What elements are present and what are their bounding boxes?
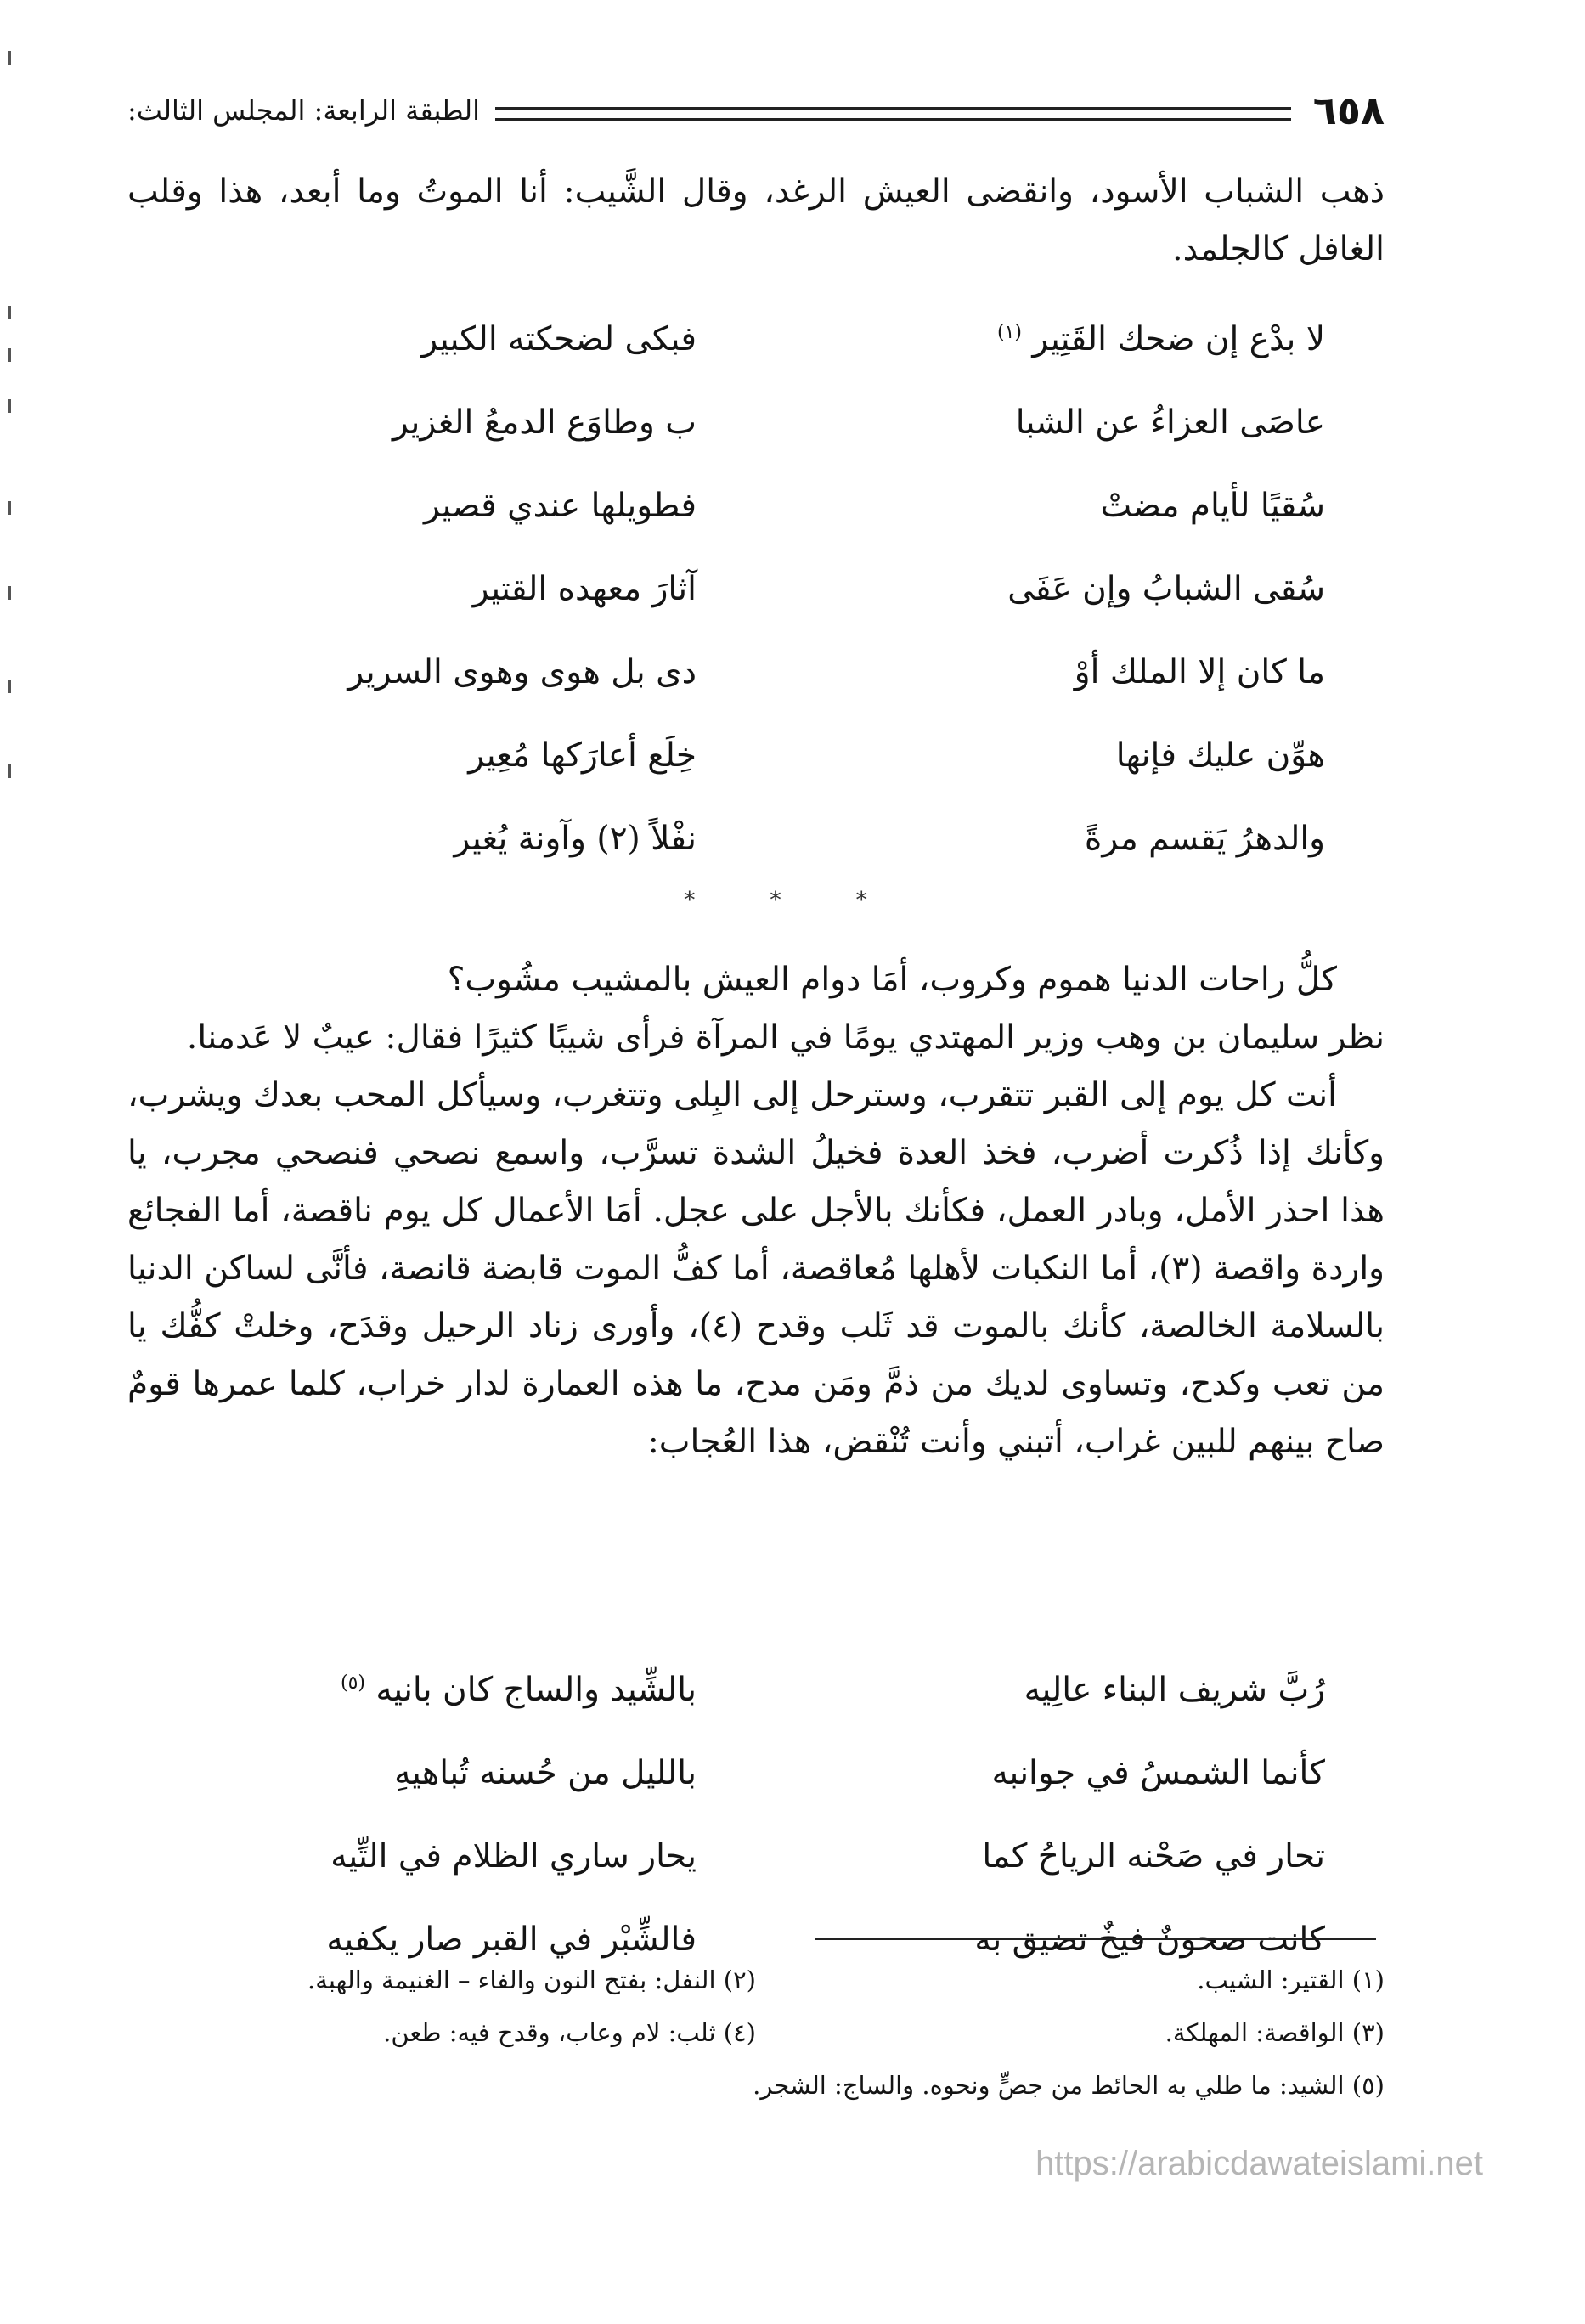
poem-2 bbox=[127, 1648, 1385, 1981]
footnote: (٢) النفل: بفتح النون والفاء – الغنيمة والهبة. bbox=[307, 1966, 756, 1994]
verse-row bbox=[127, 297, 1385, 381]
page-header bbox=[127, 85, 1385, 136]
running-title: الطبقة الرابعة: المجلس الثالث: bbox=[127, 94, 481, 127]
verse-first-hemistich: ما كان إلا الملك أوْ bbox=[1074, 652, 1325, 691]
footnote-marker: (٥) bbox=[340, 1672, 365, 1694]
footnote: (٤) ثلب: لام وعاب، وقدح فيه: طعن. bbox=[383, 2018, 756, 2047]
verse-first-hemistich: كأنما الشمسُ في جوانبه bbox=[991, 1753, 1325, 1792]
paragraph: أنت كل يوم إلى القبر تتقرب، وسترحل إلى البِلى وتتغرب، وسيأكل المحب بعدك ويشرب، وكأنك إذا ذُكرت أضرب، فخذ العدة فخيلُ الشدة تسرَّب، واسمع نصحي فنصحي مجرب، يا هذا احذر الأمل، وبادر العمل، فكأنك بالأجل على عجل. أمَا الأعمال كل يوم ناقصة، أما الفجائع واردة واقصة (٣)، أما النكبات لأهلها مُعاقصة، أما كفُّ الموت قابضة قانصة، فأنَّى لساكن الدنيا بالسلامة الخالصة، كأنك بالموت قد ثَلب وقدح (٤)، وأورى زناد الرحيل وقدَح، وخلتْ كفُّك يا من تعب وكدح، وتساوى لديك من ذمَّ ومَن مدح، ما هذه العمارة لدار خراب، كلما عمرها قومٌ صاح بينهم للبين غراب، أتبني وأنت تُنْقض، هذا العُجاب: bbox=[127, 1076, 1385, 1461]
verse-second-hemistich: نفْلاً (٢) وآونة يُغير bbox=[454, 819, 697, 858]
verse-second-hemistich: ب وطاوَع الدمعُ الغزير bbox=[392, 403, 697, 442]
verse-first-hemistich: سُقيًا لأيام مضتْ bbox=[1100, 486, 1325, 525]
verse-second-hemistich: فالشِّبْر في القبر صار يكفيه bbox=[326, 1920, 697, 1959]
verse-first-hemistich: كانت صحونٌ فيخٌ تضيق به bbox=[974, 1920, 1325, 1959]
verse-row bbox=[127, 630, 1385, 714]
verse-row bbox=[127, 464, 1385, 547]
footnote: (١) القتير: الشيب. bbox=[1197, 1966, 1385, 1994]
verse-second-hemistich: خِلَع أعارَكها مُعِير bbox=[468, 736, 697, 775]
footnotes bbox=[127, 1954, 1385, 2112]
footnote-marker: (١) bbox=[997, 321, 1023, 343]
footnote-row bbox=[127, 2059, 1385, 2112]
verse-second-hemistich: فطويلها عندي قصير bbox=[424, 486, 697, 525]
footnote-rule bbox=[815, 1938, 1376, 1940]
verse-row bbox=[127, 1814, 1385, 1898]
verse-second-hemistich: فبكى لضحكته الكبير bbox=[421, 319, 697, 358]
paragraph: كلُّ راحات الدنيا هموم وكروب، أمَا دوام العيش بالمشيب مشُوب؟ bbox=[447, 961, 1337, 999]
verse-first-hemistich: رُبَّ شريف البناء عالِيه bbox=[1024, 1670, 1325, 1709]
verse-row bbox=[127, 714, 1385, 797]
verse-second-hemistich: دى بل هوى وهوى السرير bbox=[347, 652, 697, 691]
footnote: (٥) الشيد: ما طلي به الحائط من جصٍّ ونحوه. والساج: الشجر. bbox=[753, 2071, 1385, 2100]
footnote-row bbox=[127, 2006, 1385, 2059]
verse-row bbox=[127, 1648, 1385, 1731]
verse-first-hemistich: هوِّن عليك فإنها bbox=[1115, 736, 1325, 775]
verse-first-hemistich: والدهرُ يَقسم مرةً bbox=[1084, 819, 1325, 858]
section-separator: * * * bbox=[684, 888, 901, 913]
website-watermark: https://arabicdawateislami.net bbox=[1035, 2145, 1483, 2182]
verse-first-hemistich: سُقى الشبابُ وإن عَفَى bbox=[1007, 569, 1325, 608]
verse-first-hemistich: لا بدْع إن ضحك القَتِير $^{(١)}$ bbox=[997, 319, 1325, 358]
intro-paragraph bbox=[127, 163, 1385, 279]
verse-second-hemistich: بالشِّيد والساج كان بانيه $^{(٥)}$ bbox=[340, 1670, 697, 1709]
verse-first-hemistich: تحار في صَحْنه الرياحُ كما bbox=[982, 1836, 1325, 1876]
verse-row bbox=[127, 797, 1385, 880]
verse-second-hemistich: آثارَ معهده القتير bbox=[472, 569, 697, 608]
page-number: ٦٥٨ bbox=[1312, 87, 1385, 133]
footnote: (٣) الواقصة: المهلكة. bbox=[1165, 2018, 1385, 2047]
verse-row bbox=[127, 381, 1385, 464]
prose-section bbox=[127, 951, 1385, 1471]
footnote-row bbox=[127, 1954, 1385, 2006]
header-rule bbox=[495, 107, 1291, 121]
verse-second-hemistich: يحار ساري الظلام في التِّيه bbox=[330, 1836, 697, 1876]
paragraph: نظر سليمان بن وهب وزير المهتدي يومًا في المرآة فرأى شيبًا كثيرًا فقال: عيبٌ لا عَدمنا. bbox=[186, 1018, 1385, 1057]
verse-first-hemistich: عاصَى العزاءُ عن الشبا bbox=[1015, 403, 1325, 442]
poem-1 bbox=[127, 297, 1385, 880]
verse-row bbox=[127, 547, 1385, 630]
verse-second-hemistich: بالليل من حُسنه تُباهيهِ bbox=[394, 1753, 697, 1792]
intro-text: ذهب الشباب الأسود، وانقضى العيش الرغد، وقال الشَّيب: أنا الموتُ وما أبعد، هذا وقلب الغافل كالجلمد. bbox=[127, 172, 1385, 268]
verse-row bbox=[127, 1731, 1385, 1814]
